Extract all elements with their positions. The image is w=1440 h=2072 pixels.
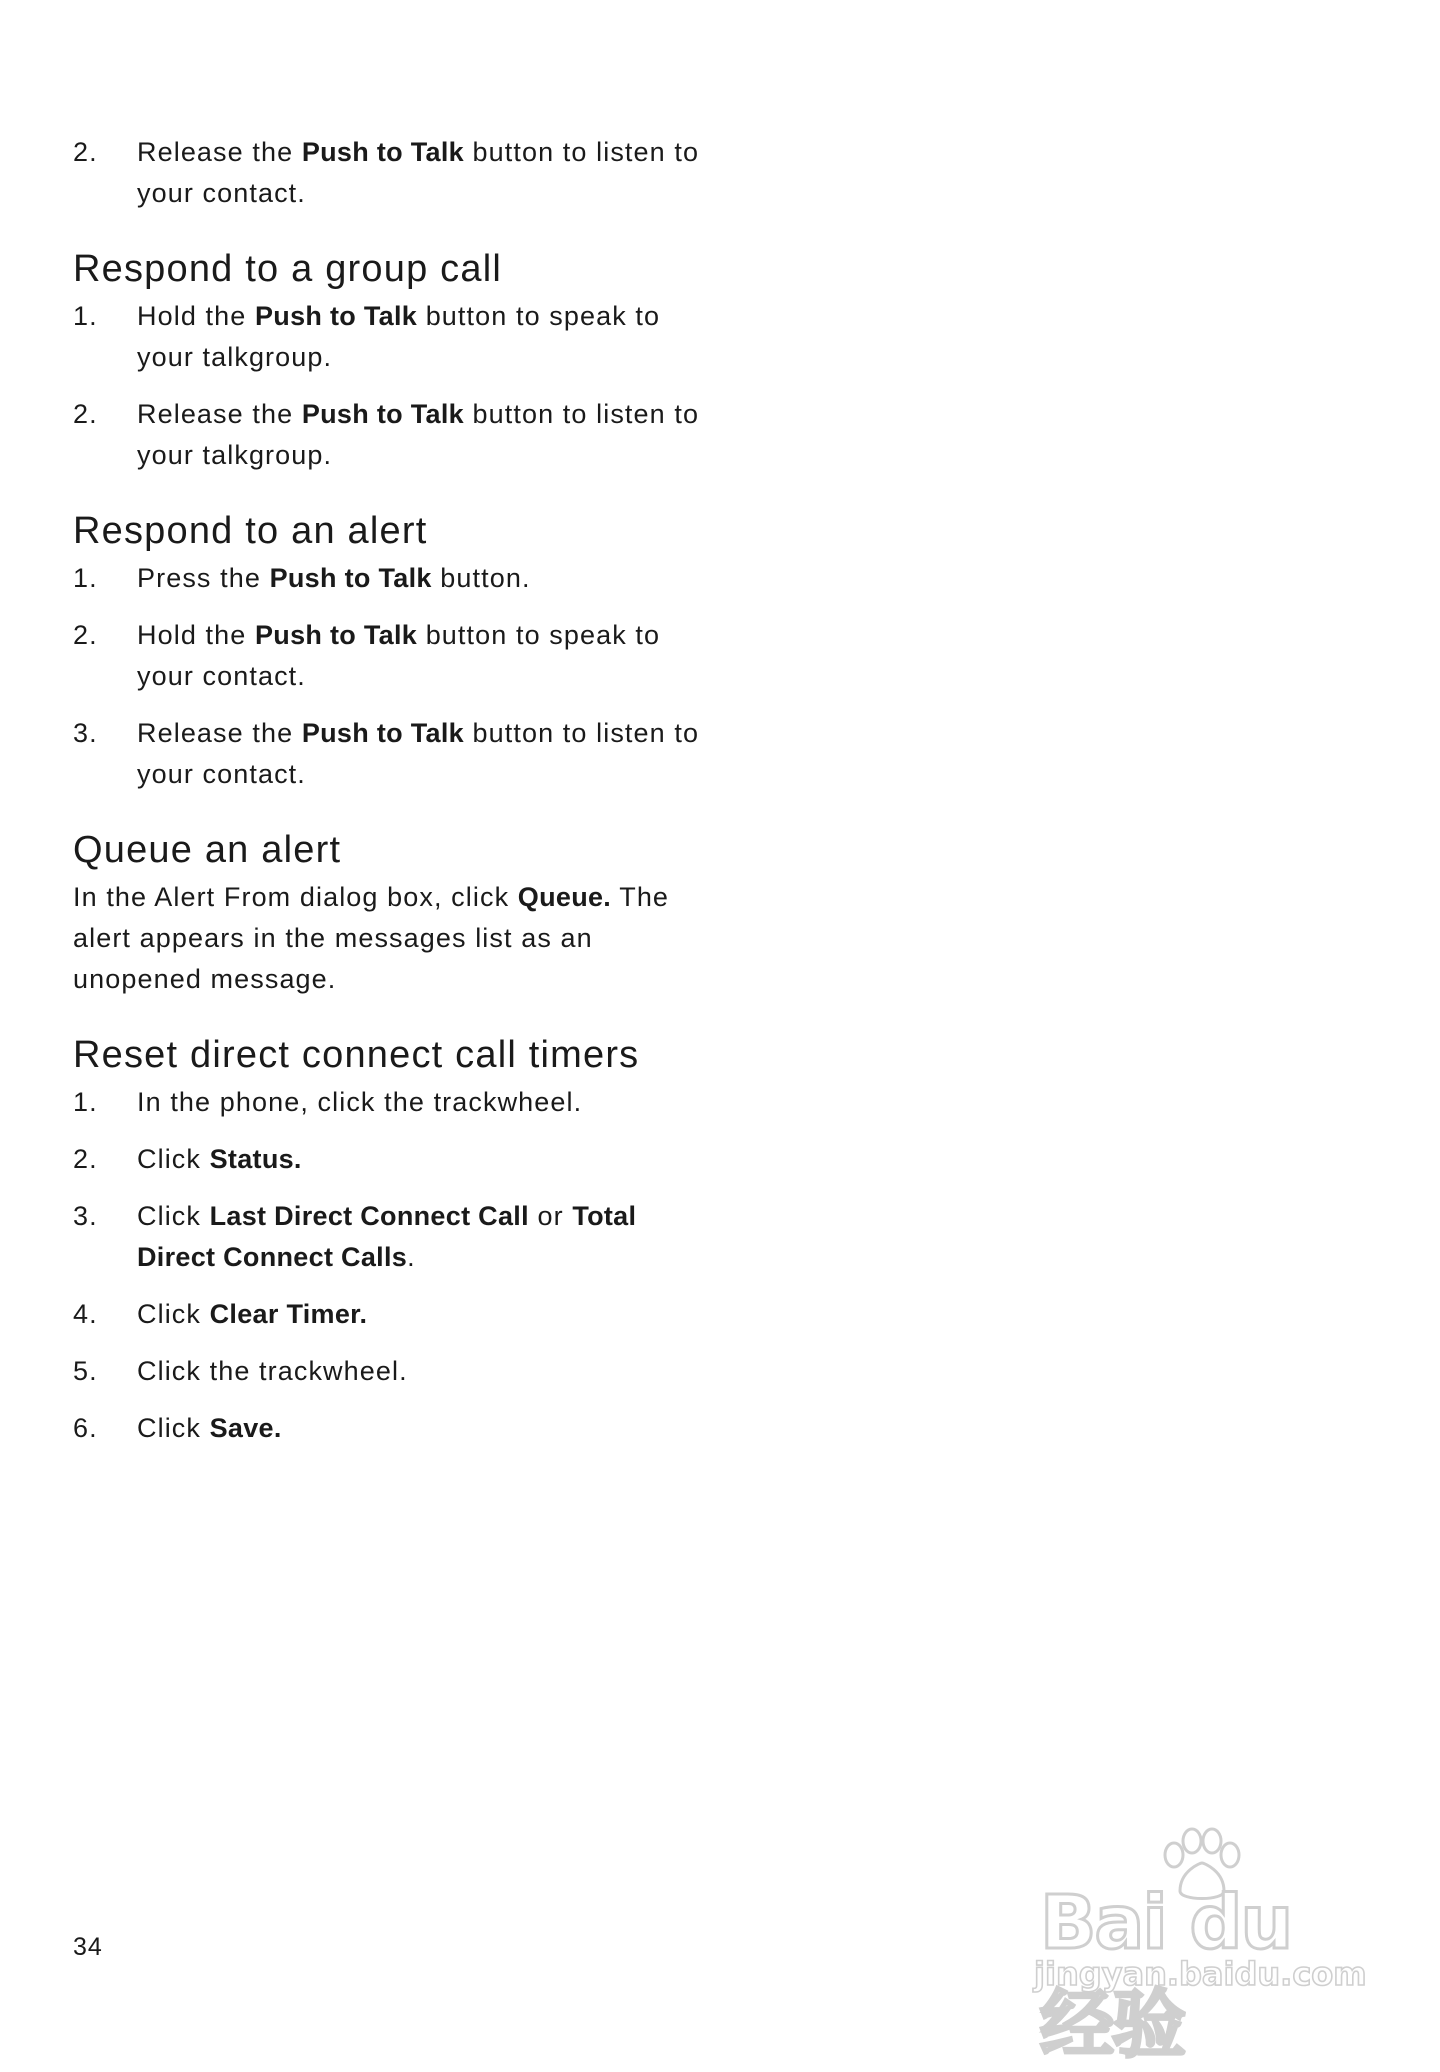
- list-item: 1. In the phone, click the trackwheel.: [73, 1082, 713, 1123]
- list-item: 1. Press the Push to Talk button.: [73, 558, 713, 599]
- step-number: 2.: [73, 399, 98, 429]
- step-number: 6.: [73, 1413, 98, 1443]
- step-number: 3.: [73, 718, 98, 748]
- step-number: 4.: [73, 1299, 98, 1329]
- section-reset-timers: [73, 1030, 713, 1449]
- watermark-logo: Bai du 经验: [1040, 1880, 1292, 2068]
- step-number: 1.: [73, 1087, 98, 1117]
- step-number: 2.: [73, 1144, 98, 1174]
- paragraph: In the Alert From dialog box, click Queue. The alert appears in the messages list as an unopened message.: [73, 882, 670, 994]
- list-item: 5. Click the trackwheel.: [73, 1351, 713, 1392]
- step-number: 5.: [73, 1356, 98, 1386]
- section-alert: [73, 506, 713, 795]
- list-item: 6. Click Save.: [73, 1408, 713, 1449]
- section-heading: Respond to an alert: [73, 510, 428, 552]
- section-heading: Respond to a group call: [73, 248, 502, 290]
- section-group-call: [73, 244, 713, 476]
- list-item: 1. Hold the Push to Talk button to speak to your talkgroup.: [73, 296, 713, 378]
- list-item: 2. Release the Push to Talk button to listen to your contact.: [73, 132, 713, 214]
- list-item: 4. Click Clear Timer.: [73, 1294, 713, 1335]
- step-number: 1.: [73, 563, 98, 593]
- list-item: 2. Hold the Push to Talk button to speak to your contact.: [73, 615, 713, 697]
- section-queue-alert: [73, 825, 713, 1000]
- page-number: 34: [73, 1933, 103, 1961]
- step-number: 2.: [73, 137, 98, 167]
- document-body: [73, 132, 713, 1465]
- list-item: 2. Click Status.: [73, 1139, 713, 1180]
- list-item: 2. Release the Push to Talk button to listen to your talkgroup.: [73, 394, 713, 476]
- section-heading: Reset direct connect call timers: [73, 1034, 640, 1076]
- step-number: 3.: [73, 1201, 98, 1231]
- step-number: 1.: [73, 301, 98, 331]
- list-item: 3. Release the Push to Talk button to listen to your contact.: [73, 713, 713, 795]
- list-item: 3. Click Last Direct Connect Call or Total Direct Connect Calls.: [73, 1196, 713, 1278]
- section-heading: Queue an alert: [73, 829, 342, 871]
- step-number: 2.: [73, 620, 98, 650]
- watermark: [1030, 1825, 1380, 2068]
- watermark-url: jingyan.baidu.com: [1034, 1955, 1367, 1993]
